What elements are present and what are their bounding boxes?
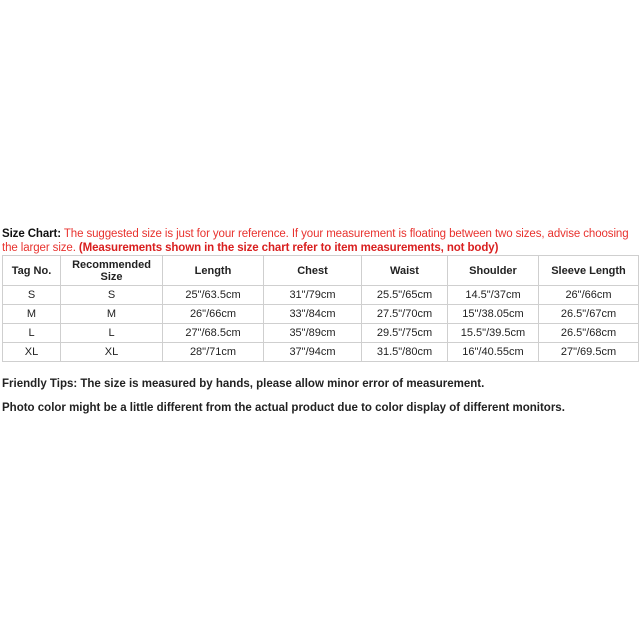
cell-tag: L [3, 324, 61, 343]
cell-waist: 25.5"/65cm [362, 286, 448, 305]
table-row [3, 286, 639, 305]
header-chest: Chest [264, 256, 362, 286]
friendly-tips: Friendly Tips: The size is measured by hands, please allow minor error of measurement. [2, 378, 485, 390]
cell-sleeve: 26.5"/68cm [539, 324, 639, 343]
cell-chest: 31"/79cm [264, 286, 362, 305]
cell-length: 25"/63.5cm [163, 286, 264, 305]
cell-sleeve: 26"/66cm [539, 286, 639, 305]
cell-shoulder: 15.5"/39.5cm [448, 324, 539, 343]
table-row [3, 324, 639, 343]
cell-length: 28"/71cm [163, 343, 264, 362]
cell-chest: 37"/94cm [264, 343, 362, 362]
cell-recommended: M [61, 305, 163, 324]
size-chart-emphasis: (Measurements shown in the size chart refer to item measurements, not body) [78, 242, 499, 254]
cell-tag: M [3, 305, 61, 324]
size-table [2, 255, 639, 362]
cell-waist: 29.5"/75cm [362, 324, 448, 343]
size-chart-label: Size Chart [2, 228, 58, 240]
cell-chest: 35"/89cm [264, 324, 362, 343]
size-chart-note: The suggested size is just for your reference. If your measurement is floating between two sizes, advise choosing the larger size. [2, 228, 629, 254]
cell-waist: 31.5"/80cm [362, 343, 448, 362]
table-row [3, 305, 639, 324]
table-header-row [3, 256, 639, 286]
size-chart-intro [2, 227, 636, 255]
header-sleeve-length: Sleeve Length [539, 256, 639, 286]
cell-tag: S [3, 286, 61, 305]
cell-sleeve: 26.5"/67cm [539, 305, 639, 324]
header-shoulder: Shoulder [448, 256, 539, 286]
cell-recommended: L [61, 324, 163, 343]
cell-shoulder: 16"/40.55cm [448, 343, 539, 362]
header-waist: Waist [362, 256, 448, 286]
cell-tag: XL [3, 343, 61, 362]
table-row [3, 343, 639, 362]
cell-length: 26"/66cm [163, 305, 264, 324]
header-length: Length [163, 256, 264, 286]
cell-shoulder: 14.5"/37cm [448, 286, 539, 305]
cell-recommended: XL [61, 343, 163, 362]
cell-length: 27"/68.5cm [163, 324, 264, 343]
size-chart-colon: : [57, 228, 61, 240]
cell-sleeve: 27"/69.5cm [539, 343, 639, 362]
header-tag-no: Tag No. [3, 256, 61, 286]
cell-shoulder: 15"/38.05cm [448, 305, 539, 324]
cell-chest: 33"/84cm [264, 305, 362, 324]
cell-recommended: S [61, 286, 163, 305]
header-recommended-size: Recommended Size [61, 256, 163, 286]
cell-waist: 27.5"/70cm [362, 305, 448, 324]
photo-color-note: Photo color might be a little different from the actual product due to color display of different monitors. [2, 402, 565, 414]
